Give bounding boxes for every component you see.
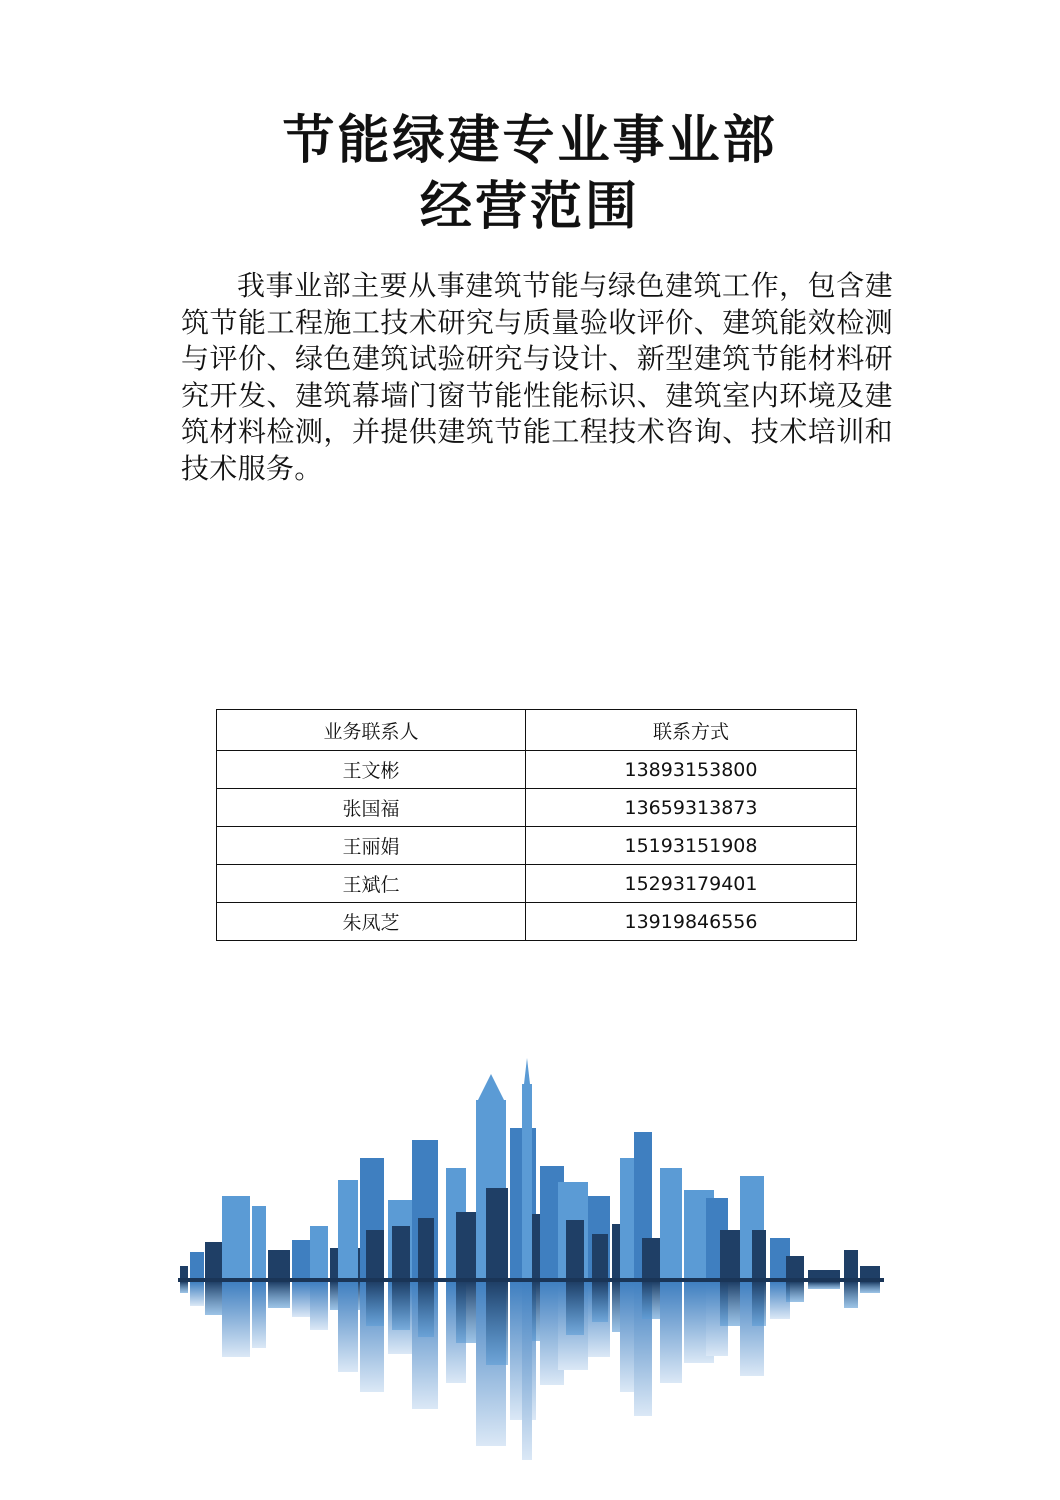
header-contact-method: 联系方式: [526, 710, 857, 751]
building-reflection: [786, 1282, 804, 1302]
table-row: [217, 865, 857, 903]
building: [786, 1256, 804, 1278]
building: [660, 1168, 682, 1278]
contact-table: [216, 709, 857, 941]
building-reflection: [720, 1282, 740, 1326]
building: [844, 1250, 858, 1278]
building-reflection: [222, 1282, 250, 1357]
building: [180, 1266, 188, 1278]
building: [190, 1252, 204, 1278]
building: [522, 1084, 532, 1278]
building-reflection: [392, 1282, 410, 1330]
contact-name: 王丽娟: [217, 827, 526, 865]
building-reflection: [190, 1282, 204, 1306]
building: [392, 1226, 410, 1278]
building-reflection: [292, 1282, 312, 1317]
table-row: [217, 751, 857, 789]
building-reflection: [486, 1282, 508, 1365]
skyline-buildings: [180, 1058, 880, 1278]
contact-phone: 15193151908: [526, 827, 857, 865]
header-contact-person: 业务联系人: [217, 710, 526, 751]
page-title: [0, 108, 1060, 240]
building-reflection: [592, 1282, 608, 1322]
building: [310, 1226, 328, 1278]
building-reflection: [844, 1282, 858, 1308]
building-reflection: [418, 1282, 434, 1337]
building-reflection: [642, 1282, 662, 1319]
business-scope-paragraph: 我事业部主要从事建筑节能与绿色建筑工作，包含建筑节能工程施工技术研究与质量验收评价、建筑能效检测与评价、绿色建筑试验研究与设计、新型建筑节能材料研究开发、建筑幕墙门窗节能性能标识、建筑室内环境及建筑材料检测，并提供建筑节能工程技术咨询、技术培训和技术服务。: [181, 269, 893, 485]
building-reflection: [268, 1282, 290, 1308]
skyline-waterline: [178, 1278, 884, 1282]
building: [268, 1250, 290, 1278]
contact-phone: 15293179401: [526, 865, 857, 903]
contact-phone: 13919846556: [526, 903, 857, 941]
page-title-line-2: 经营范围: [419, 177, 640, 237]
building-reflection: [338, 1282, 358, 1372]
building: [720, 1230, 740, 1278]
table-header-row: [217, 710, 857, 751]
building: [808, 1270, 840, 1278]
building: [292, 1240, 312, 1278]
contact-name: 张国福: [217, 789, 526, 827]
building: [418, 1218, 434, 1278]
skyline-reflection: [180, 1282, 880, 1460]
building: [252, 1206, 266, 1278]
building-reflection: [566, 1282, 584, 1335]
contact-name: 朱凤芝: [217, 903, 526, 941]
contact-name: 王斌仁: [217, 865, 526, 903]
table-row: [217, 789, 857, 827]
building-reflection: [180, 1282, 188, 1293]
building: [592, 1234, 608, 1278]
city-skyline-reflection-icon: [160, 1040, 900, 1460]
building: [366, 1230, 384, 1278]
building-reflection: [752, 1282, 766, 1326]
building-reflection: [860, 1282, 880, 1293]
building-reflection: [808, 1282, 840, 1289]
building: [566, 1220, 584, 1278]
building-reflection: [310, 1282, 328, 1330]
contact-name: 王文彬: [217, 751, 526, 789]
building: [222, 1196, 250, 1278]
building: [860, 1266, 880, 1278]
building-reflection: [660, 1282, 682, 1383]
building: [642, 1238, 662, 1278]
building: [486, 1188, 508, 1278]
building-reflection: [252, 1282, 266, 1348]
building-reflection: [522, 1282, 532, 1460]
page-title-line-1: 节能绿建专业事业部: [282, 111, 778, 171]
contact-phone: 13659313873: [526, 789, 857, 827]
building: [338, 1180, 358, 1278]
building-reflection: [366, 1282, 384, 1326]
contact-phone: 13893153800: [526, 751, 857, 789]
table-row: [217, 903, 857, 941]
building: [752, 1230, 766, 1278]
building-spire: [524, 1058, 530, 1084]
table-row: [217, 827, 857, 865]
building-spire: [478, 1074, 504, 1100]
